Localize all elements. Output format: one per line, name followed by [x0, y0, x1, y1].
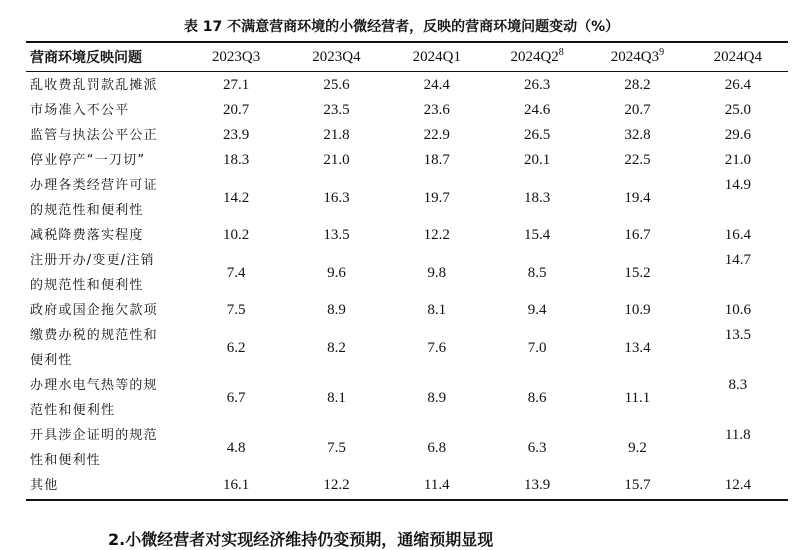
table-cell: 23.5: [323, 102, 350, 118]
header-quarter: 2024Q4: [713, 48, 762, 65]
table-cell: 8.6: [527, 390, 547, 406]
row-label-line: 办理各类经营许可证: [30, 178, 158, 193]
row-label: [26, 148, 186, 173]
table-cell: 15.2: [624, 265, 651, 281]
table-cell: 20.1: [524, 152, 551, 168]
table-cell: 8.5: [527, 265, 547, 281]
table-cell: 13.4: [624, 340, 651, 356]
row-label-line: 乱收费乱罚款乱摊派: [30, 78, 158, 93]
table-cell: 6.2: [226, 340, 246, 356]
row-label-line: 监管与执法公平公正: [30, 128, 158, 143]
table-cell: 19.7: [423, 190, 450, 206]
row-label-line: 范性和便利性: [30, 403, 116, 418]
table-cell: 11.1: [624, 390, 651, 406]
row-label: [26, 248, 186, 298]
row-label-line: 办理水电气热等的规: [30, 378, 158, 393]
row-label-line: 的规范性和便利性: [30, 278, 144, 293]
table-cell: 14.9: [724, 177, 751, 193]
row-label-line: 性和便利性: [30, 453, 102, 468]
table-cell: 8.9: [327, 302, 346, 318]
table-cell: 12.2: [323, 477, 350, 493]
table-cell: 24.4: [423, 77, 450, 93]
table-row: [26, 148, 788, 173]
table-cell: 29.6: [724, 127, 751, 143]
table-cell: 11.8: [724, 427, 751, 443]
row-label-line: 停业停产“一刀切”: [30, 153, 146, 168]
table-header: [26, 43, 788, 71]
table-cell: 4.8: [226, 440, 246, 456]
table-cell: 7.6: [427, 340, 447, 356]
table-cell: 9.4: [527, 302, 547, 318]
row-label: [26, 373, 186, 423]
row-label: [26, 298, 186, 323]
table-cell: 8.3: [728, 377, 748, 393]
table-cell: 18.3: [524, 190, 551, 206]
table-row: [26, 323, 788, 373]
table-row: [26, 223, 788, 248]
table-cell: 11.4: [423, 477, 450, 493]
table-cell: 16.1: [222, 477, 250, 493]
row-label: [26, 123, 186, 148]
table-header-rule: [26, 71, 788, 72]
table-cell: 23.6: [423, 102, 450, 118]
row-label: [26, 73, 186, 98]
table-cell: 26.4: [724, 77, 751, 93]
table-cell: 27.1: [222, 77, 250, 93]
table-cell: 15.7: [624, 477, 651, 493]
row-label: [26, 423, 186, 473]
header-quarter: 2023Q3: [211, 48, 261, 65]
row-label: [26, 323, 186, 373]
table-cell: 19.4: [624, 190, 651, 206]
table-cell: 7.0: [527, 340, 547, 356]
table-row: [26, 248, 788, 298]
table-cell: 9.6: [327, 265, 346, 281]
table-cell: 22.9: [423, 127, 450, 143]
table-cell: 22.5: [624, 152, 651, 168]
table-cell: 21.0: [323, 152, 350, 168]
header-quarter: $2024Q3^9$: [610, 46, 665, 65]
table-cell: 28.2: [624, 77, 651, 93]
row-label-line: 注册开办/变更/注销: [30, 253, 155, 268]
table-row: [26, 98, 788, 123]
table-cell: 26.5: [524, 127, 551, 143]
row-label: [26, 473, 186, 498]
header-quarter: 2023Q4: [312, 48, 361, 65]
table-cell: 7.4: [226, 265, 246, 281]
table-cell: 21.8: [323, 127, 350, 143]
table-cell: 20.7: [624, 102, 651, 118]
table-cell: 16.7: [624, 227, 651, 243]
row-label-line: 的规范性和便利性: [30, 203, 144, 218]
table-cell: 9.8: [427, 265, 447, 281]
row-label-line: 减税降费落实程度: [30, 228, 144, 243]
table-row: [26, 73, 788, 98]
table-cell: 8.1: [327, 390, 346, 406]
table-cell: 6.8: [427, 440, 447, 456]
table-cell: 16.4: [724, 227, 751, 243]
table-row: [26, 473, 788, 498]
table-cell: 7.5: [327, 440, 346, 456]
table-row: [26, 298, 788, 323]
table-cell: 25.0: [724, 102, 751, 118]
row-label-line: 市场准入不公平: [30, 103, 130, 118]
table-cell: 12.2: [423, 227, 450, 243]
table-row: [26, 173, 788, 223]
table-bottom-rule: [26, 499, 788, 501]
header-quarter: $2024Q2^8$: [510, 46, 564, 65]
row-label: [26, 223, 186, 248]
row-label: [26, 173, 186, 223]
table-cell: 8.1: [427, 302, 447, 318]
table-cell: 6.3: [527, 440, 547, 456]
table-cell: 18.3: [222, 152, 250, 168]
table-cell: 10.9: [624, 302, 651, 318]
section-heading: 2.小微经营者对实现经济维持仍变预期，通缩预期显现: [108, 530, 494, 549]
table-cell: 20.7: [222, 102, 250, 118]
row-label: [26, 98, 186, 123]
table-cell: 23.9: [222, 127, 250, 143]
table-cell: 21.0: [724, 152, 751, 168]
table-row: [26, 373, 788, 423]
table-cell: 8.9: [427, 390, 447, 406]
table-cell: 6.7: [226, 390, 246, 406]
table-cell: 14.7: [724, 252, 751, 268]
table-row: [26, 123, 788, 148]
row-label-line: 其他: [30, 478, 59, 493]
table-cell: 13.5: [323, 227, 350, 243]
table-cell: 7.5: [226, 302, 246, 318]
table-cell: 10.6: [724, 302, 751, 318]
table-cell: 13.9: [524, 477, 551, 493]
table-title: 表 17 不满意营商环境的小微经营者，反映的营商环境问题变动（%）: [183, 19, 620, 35]
table-row: [26, 423, 788, 473]
table-cell: 24.6: [524, 102, 551, 118]
row-label-line: 便利性: [30, 353, 73, 368]
table-cell: 13.5: [724, 327, 751, 343]
row-label-line: 开具涉企证明的规范: [30, 428, 158, 443]
table-cell: 14.2: [222, 190, 250, 206]
row-label-line: 政府或国企拖欠款项: [30, 303, 158, 318]
table-cell: 12.4: [724, 477, 751, 493]
header-quarter: 2024Q1: [412, 48, 461, 65]
table-cell: 18.7: [423, 152, 450, 168]
table-cell: 15.4: [524, 227, 551, 243]
row-label-line: 缴费办税的规范性和: [30, 328, 158, 343]
table-cell: 10.2: [222, 227, 250, 243]
table-cell: 8.2: [327, 340, 346, 356]
table-cell: 9.2: [628, 440, 647, 456]
table-cell: 32.8: [624, 127, 651, 143]
table-cell: 25.6: [323, 77, 350, 93]
table-cell: 16.3: [323, 190, 350, 206]
table-cell: 26.3: [524, 77, 551, 93]
header-label: 营商环境反映问题: [30, 50, 142, 66]
